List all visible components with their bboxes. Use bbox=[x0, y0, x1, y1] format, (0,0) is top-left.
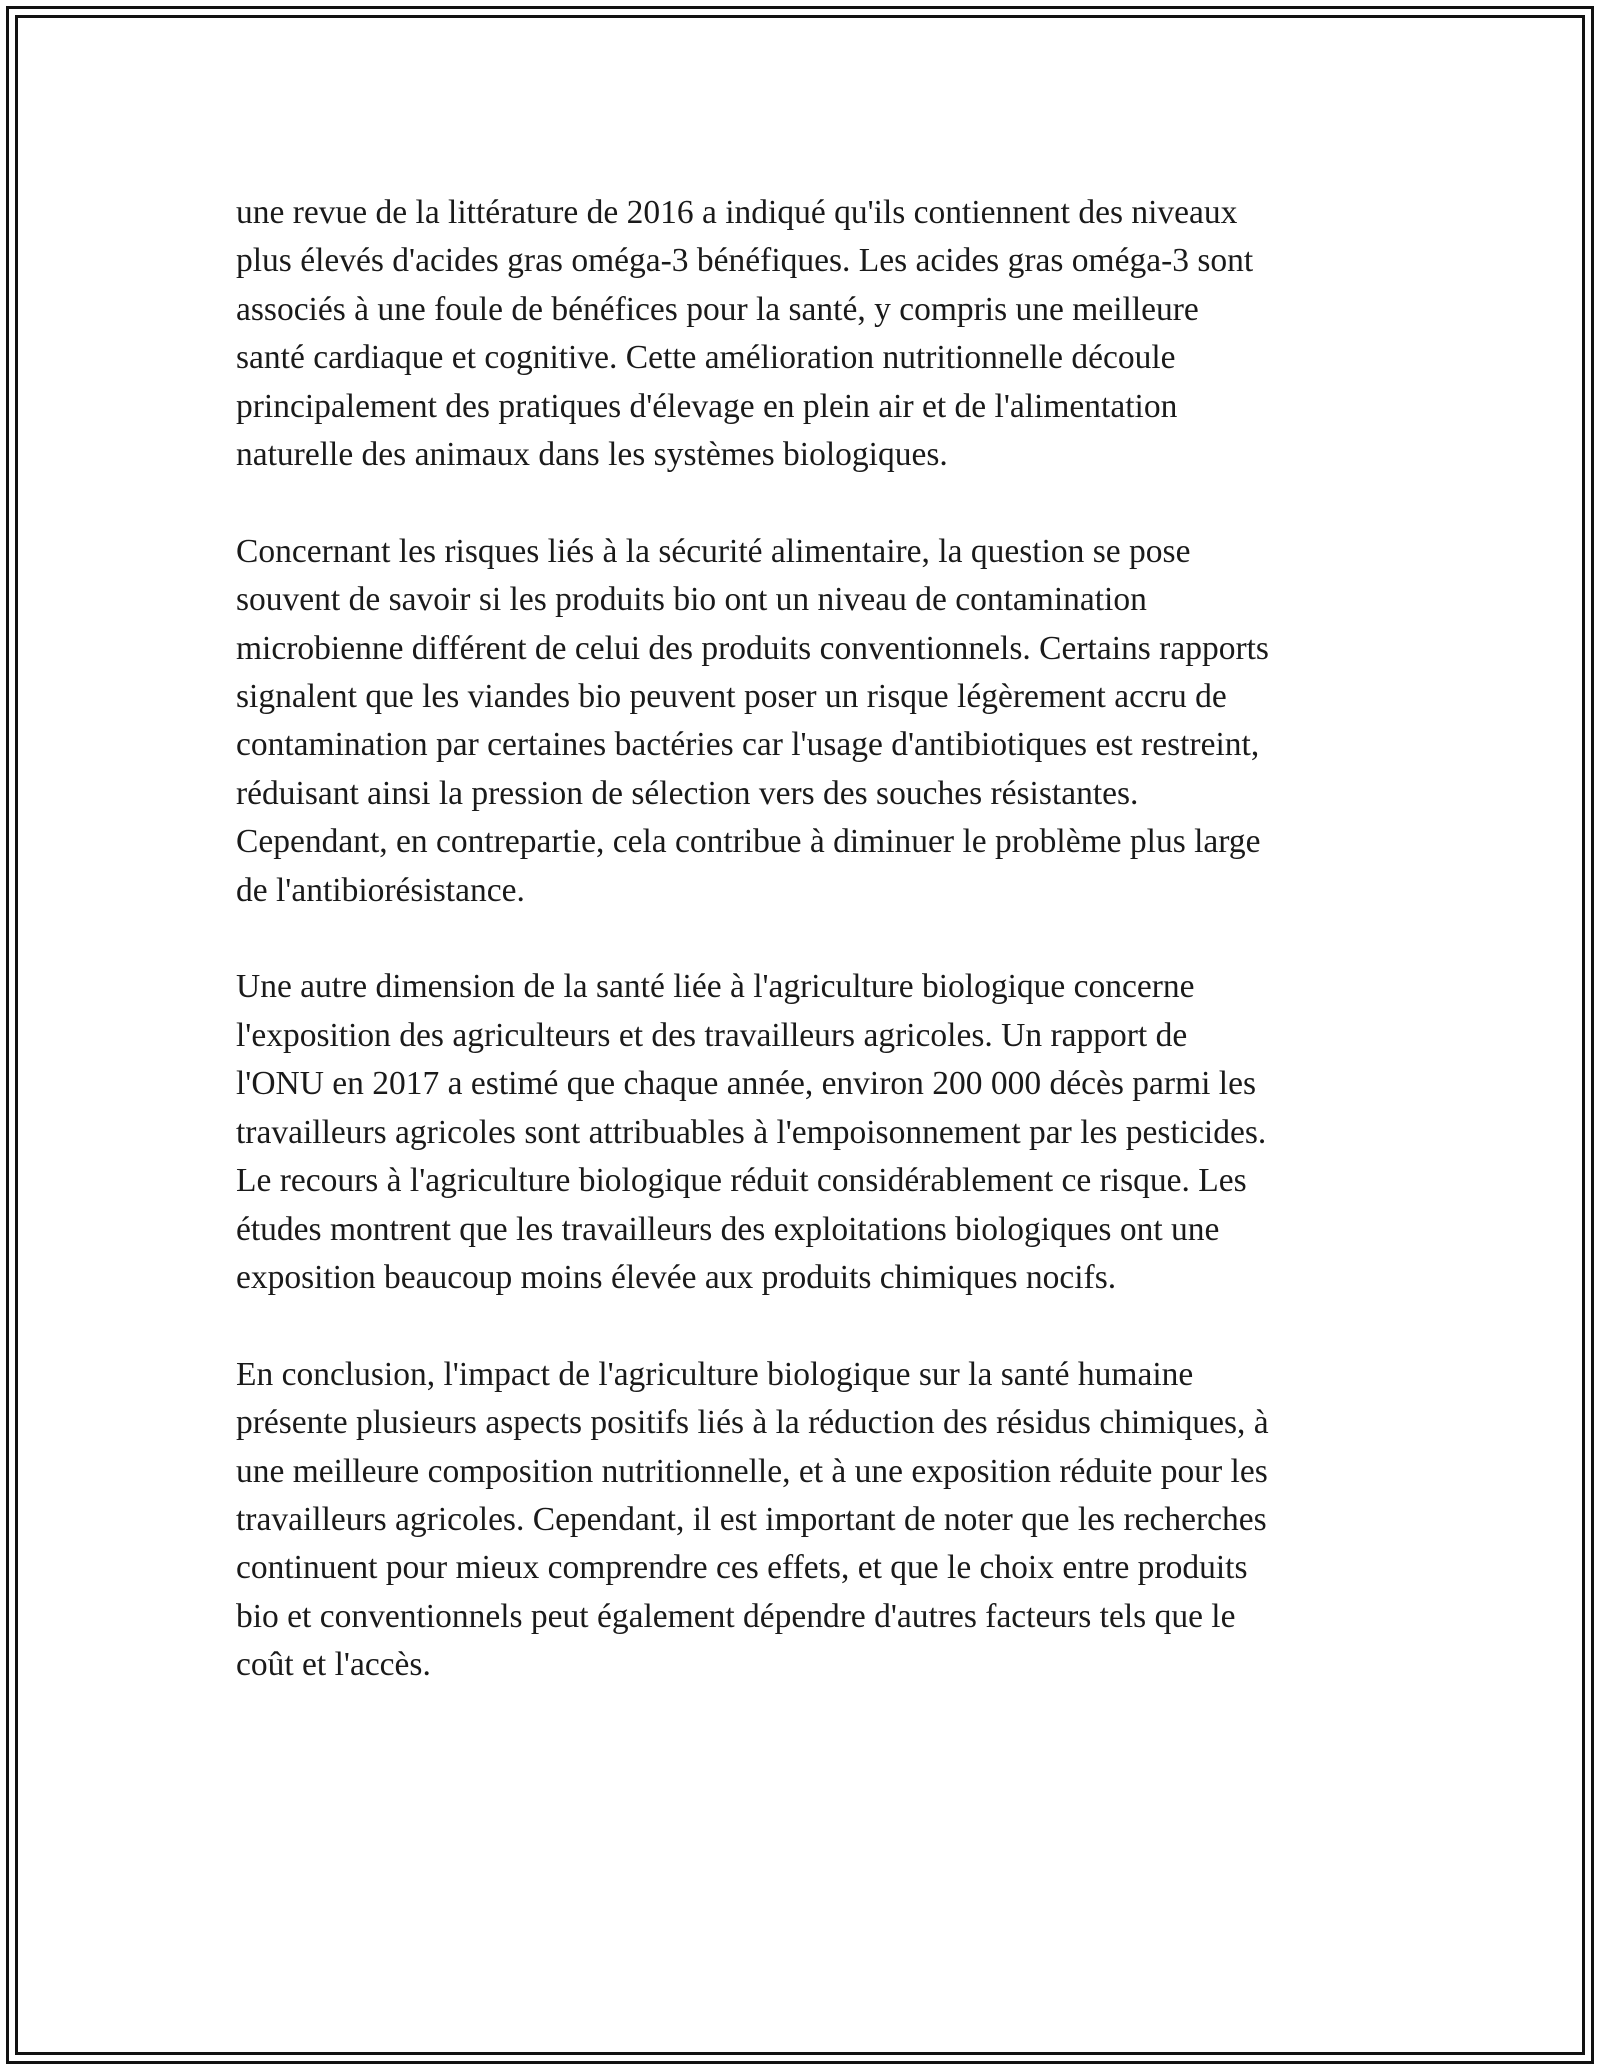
paragraph-worker-exposure bbox=[236, 963, 1378, 1302]
paragraph-line: signalent que les viandes bio peuvent poser un risque légèrement accru de bbox=[236, 678, 1227, 716]
paragraph-line: travailleurs agricoles. Cependant, il est important de noter que les recherches bbox=[236, 1500, 1267, 1538]
paragraph-conclusion bbox=[236, 1351, 1378, 1690]
paragraph-line: associés à une foule de bénéfices pour la santé, y compris une meilleure bbox=[236, 290, 1199, 328]
paragraph-line: contamination par certaines bactéries car l'usage d'antibiotiques est restreint, bbox=[236, 726, 1260, 764]
paragraph-line: coût et l'accès. bbox=[236, 1646, 431, 1684]
document-body bbox=[236, 189, 1378, 1738]
paragraph-line: continuent pour mieux comprendre ces effets, et que le choix entre produits bbox=[236, 1549, 1248, 1587]
paragraph-line: En conclusion, l'impact de l'agriculture biologique sur la santé humaine bbox=[236, 1355, 1194, 1393]
paragraph-line: naturelle des animaux dans les systèmes biologiques. bbox=[236, 436, 948, 474]
paragraph-line: Une autre dimension de la santé liée à l'agriculture biologique concerne bbox=[236, 968, 1195, 1006]
paragraph-line: études montrent que les travailleurs des exploitations biologiques ont une bbox=[236, 1210, 1220, 1248]
paragraph-line: plus élevés d'acides gras oméga-3 bénéfiques. Les acides gras oméga-3 sont bbox=[236, 242, 1254, 280]
paragraph-line: souvent de savoir si les produits bio ont un niveau de contamination bbox=[236, 581, 1147, 619]
paragraph-line: Concernant les risques liés à la sécurité alimentaire, la question se pose bbox=[236, 532, 1191, 570]
paragraph-line: santé cardiaque et cognitive. Cette amélioration nutritionnelle découle bbox=[236, 339, 1176, 377]
paragraph-line: de l'antibiorésistance. bbox=[236, 871, 525, 909]
paragraph-line: bio et conventionnels peut également dépendre d'autres facteurs tels que le bbox=[236, 1597, 1236, 1635]
paragraph-line: l'exposition des agriculteurs et des travailleurs agricoles. Un rapport de bbox=[236, 1016, 1188, 1054]
paragraph-line: exposition beaucoup moins élevée aux produits chimiques nocifs. bbox=[236, 1258, 1117, 1296]
paragraph-line: principalement des pratiques d'élevage en plein air et de l'alimentation bbox=[236, 387, 1178, 425]
paragraph-line: travailleurs agricoles sont attribuables à l'empoisonnement par les pesticides. bbox=[236, 1113, 1267, 1151]
paragraph-line: présente plusieurs aspects positifs liés à la réduction des résidus chimiques, à bbox=[236, 1404, 1269, 1442]
paragraph-line: Le recours à l'agriculture biologique réduit considérablement ce risque. Les bbox=[236, 1162, 1247, 1200]
paragraph-food-safety bbox=[236, 528, 1378, 915]
paragraph-line: une revue de la littérature de 2016 a indiqué qu'ils contiennent des niveaux bbox=[236, 194, 1238, 231]
paragraph-line: Cependant, en contrepartie, cela contribue à diminuer le problème plus large bbox=[236, 823, 1261, 861]
paragraph-line: une meilleure composition nutritionnelle, et à une exposition réduite pour les bbox=[236, 1452, 1268, 1490]
paragraph-line: microbienne différent de celui des produits conventionnels. Certains rapports bbox=[236, 629, 1269, 667]
paragraph-omega3 bbox=[236, 189, 1378, 479]
paragraph-line: réduisant ainsi la pression de sélection vers des souches résistantes. bbox=[236, 774, 1139, 812]
paragraph-line: l'ONU en 2017 a estimé que chaque année, environ 200 000 décès parmi les bbox=[236, 1065, 1257, 1103]
